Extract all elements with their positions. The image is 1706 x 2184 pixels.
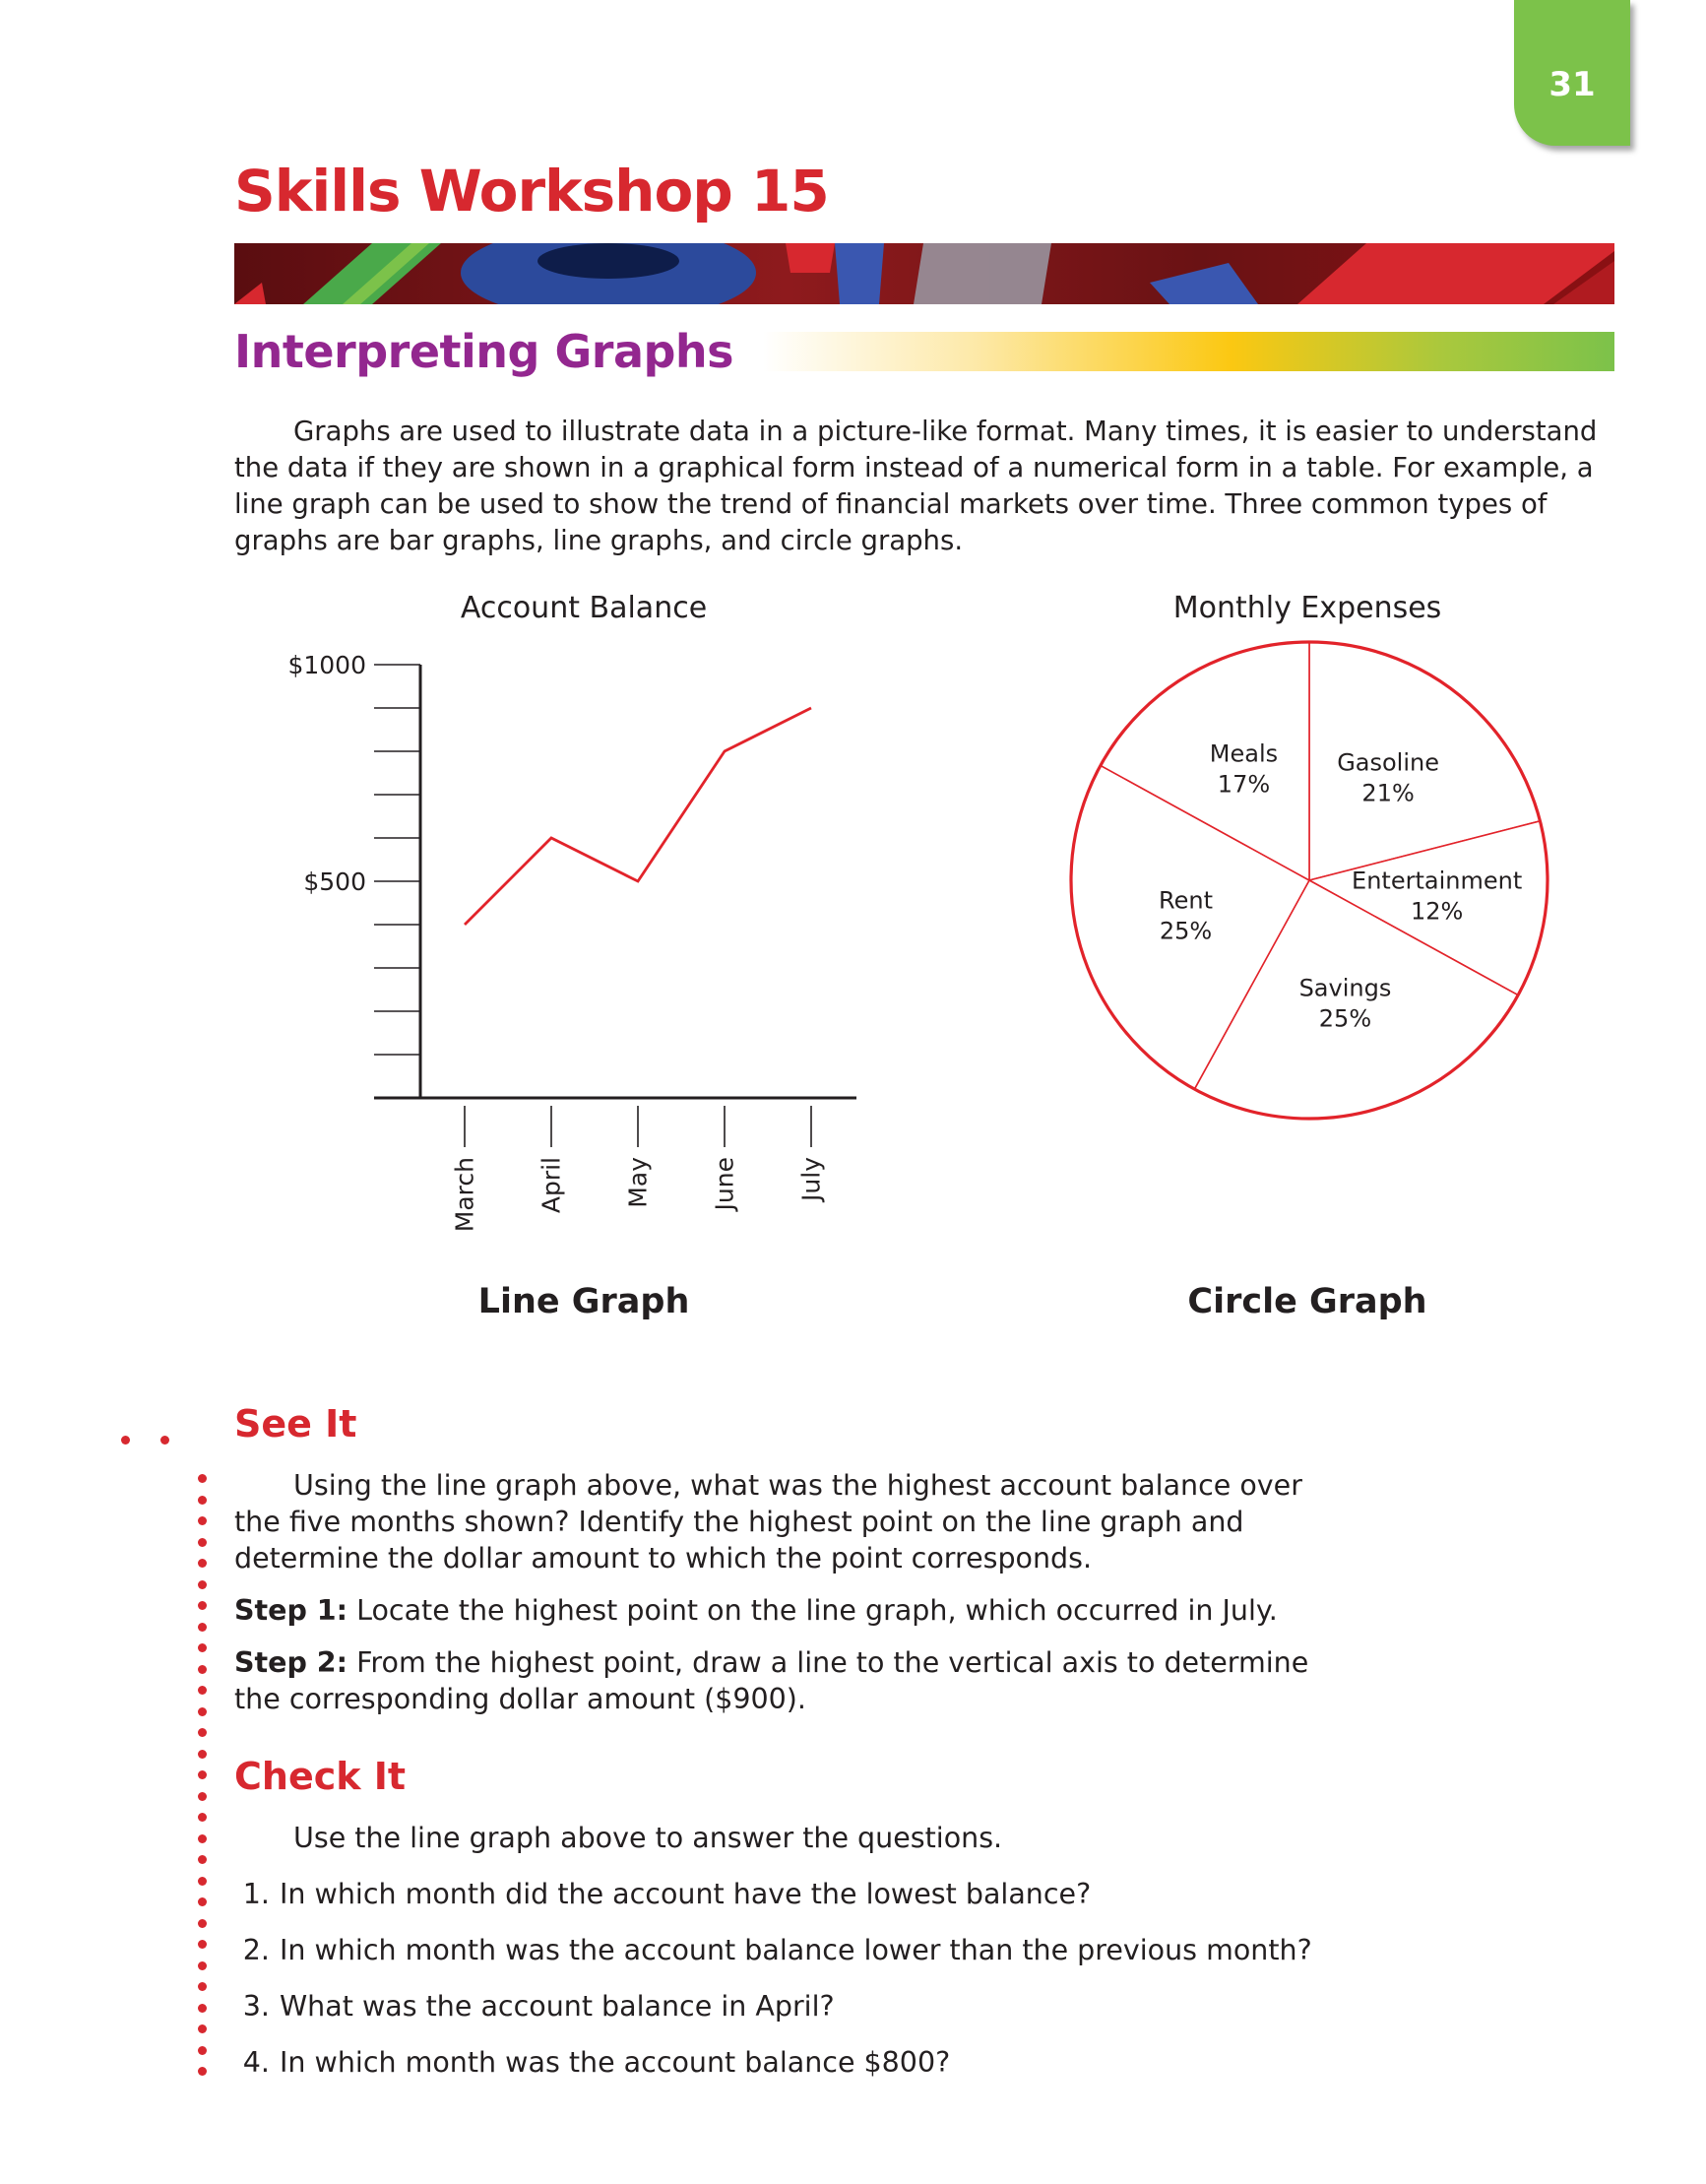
page-number: 31 xyxy=(1548,65,1596,104)
question-1 xyxy=(234,1876,1317,1912)
question-number: 2. xyxy=(242,1934,270,1966)
question-text: In which month was the account balance $800? xyxy=(280,2046,951,2079)
step-1-text: Locate the highest point on the line graph, which occurred in July. xyxy=(348,1594,1278,1627)
x-tick-label: April xyxy=(537,1157,566,1214)
series-line xyxy=(465,708,811,925)
dot xyxy=(198,2046,207,2055)
slice-label: Meals xyxy=(1209,739,1279,768)
page-number-tab xyxy=(1514,0,1630,146)
dot xyxy=(198,1559,207,1568)
dot xyxy=(198,1496,207,1505)
dot xyxy=(198,1877,207,1886)
slice-label: Savings xyxy=(1298,974,1392,1002)
check-it-intro: Use the line graph above to answer the questions. xyxy=(293,1822,1003,1854)
y-tick-label: $500 xyxy=(303,867,366,896)
slice-label: Rent xyxy=(1159,886,1214,915)
dot xyxy=(198,1601,207,1610)
step-2-label: Step 2: xyxy=(234,1646,348,1679)
decorative-banner xyxy=(234,243,1614,304)
line-chart-caption: Line Graph xyxy=(477,1282,690,1321)
dot xyxy=(198,1580,207,1589)
dot xyxy=(198,1707,207,1716)
dot xyxy=(198,1813,207,1822)
question-text: What was the account balance in April? xyxy=(280,1990,835,2023)
see-it-step-2 xyxy=(234,1644,1317,1717)
question-number: 1. xyxy=(242,1878,270,1910)
x-tick-label: May xyxy=(623,1157,653,1208)
line-chart xyxy=(276,640,886,1251)
dot xyxy=(198,1770,207,1779)
dot xyxy=(198,1728,207,1737)
dot xyxy=(198,1982,207,1991)
step-1-label: Step 1: xyxy=(234,1594,348,1627)
slice-percent: 12% xyxy=(1410,897,1464,926)
x-tick-label: March xyxy=(450,1157,479,1233)
slice-percent: 25% xyxy=(1159,917,1213,945)
question-2 xyxy=(234,1932,1317,1968)
slice-percent: 17% xyxy=(1217,770,1271,799)
see-it-step-1 xyxy=(234,1592,1317,1629)
y-tick-label: $1000 xyxy=(287,651,366,679)
line-chart-title: Account Balance xyxy=(460,591,708,625)
slice-percent: 21% xyxy=(1361,779,1415,807)
question-4 xyxy=(234,2044,1317,2081)
dot xyxy=(198,2067,207,2076)
question-text: In which month was the account balance lower than the previous month? xyxy=(280,1934,1312,1966)
dot xyxy=(198,1686,207,1695)
dot xyxy=(198,1855,207,1864)
check-it-heading: Check It xyxy=(234,1755,407,1798)
dot xyxy=(198,1750,207,1759)
question-3 xyxy=(234,1988,1317,2024)
banner-graphic xyxy=(234,243,1614,304)
see-it-body: Using the line graph above, what was the highest account balance over the five months shown? Identify the highest point on the line graph and determine the dollar amount to which the point corresponds. xyxy=(234,1469,1302,1574)
see-it-heading: See It xyxy=(234,1402,357,1445)
dot xyxy=(198,1940,207,1949)
x-tick-label: July xyxy=(796,1157,826,1201)
pie-chart-caption: Circle Graph xyxy=(1187,1282,1427,1321)
question-text: In which month did the account have the lowest balance? xyxy=(280,1878,1092,1910)
step-2-text: From the highest point, draw a line to the vertical axis to determine the corresponding dollar amount ($900). xyxy=(234,1646,1309,1715)
dot xyxy=(198,2004,207,2013)
dot xyxy=(160,1436,169,1445)
x-tick-label: June xyxy=(710,1157,739,1211)
dot xyxy=(198,1665,207,1674)
dot xyxy=(198,1792,207,1801)
dot xyxy=(198,1961,207,1970)
dot xyxy=(198,1643,207,1652)
dot xyxy=(121,1436,130,1445)
dot xyxy=(198,1538,207,1547)
intro-paragraph: Graphs are used to illustrate data in a picture-like format. Many times, it is easier to understand the data if they are shown in a graphical form instead of a numerical form in a table. For example, a line graph can be used to show the trend of financial markets over time. Three common types of graphs are bar graphs, line graphs, and circle graphs. xyxy=(234,416,1598,556)
question-number: 3. xyxy=(242,1990,270,2023)
dot xyxy=(198,2024,207,2033)
dot xyxy=(198,1897,207,1906)
dot xyxy=(198,1474,207,1483)
workshop-title: Skills Workshop 15 xyxy=(234,158,829,225)
slice-label: Entertainment xyxy=(1352,867,1523,895)
pie-chart-title: Monthly Expenses xyxy=(1172,591,1442,625)
section-title: Interpreting Graphs xyxy=(234,325,734,378)
dot xyxy=(198,1834,207,1843)
dot xyxy=(198,1623,207,1632)
dot xyxy=(198,1516,207,1525)
pie-chart xyxy=(1024,630,1595,1142)
dot xyxy=(198,1919,207,1928)
question-number: 4. xyxy=(242,2046,270,2079)
slice-percent: 25% xyxy=(1318,1004,1372,1033)
section-title-bar xyxy=(763,332,1614,371)
slice-label: Gasoline xyxy=(1337,748,1440,777)
